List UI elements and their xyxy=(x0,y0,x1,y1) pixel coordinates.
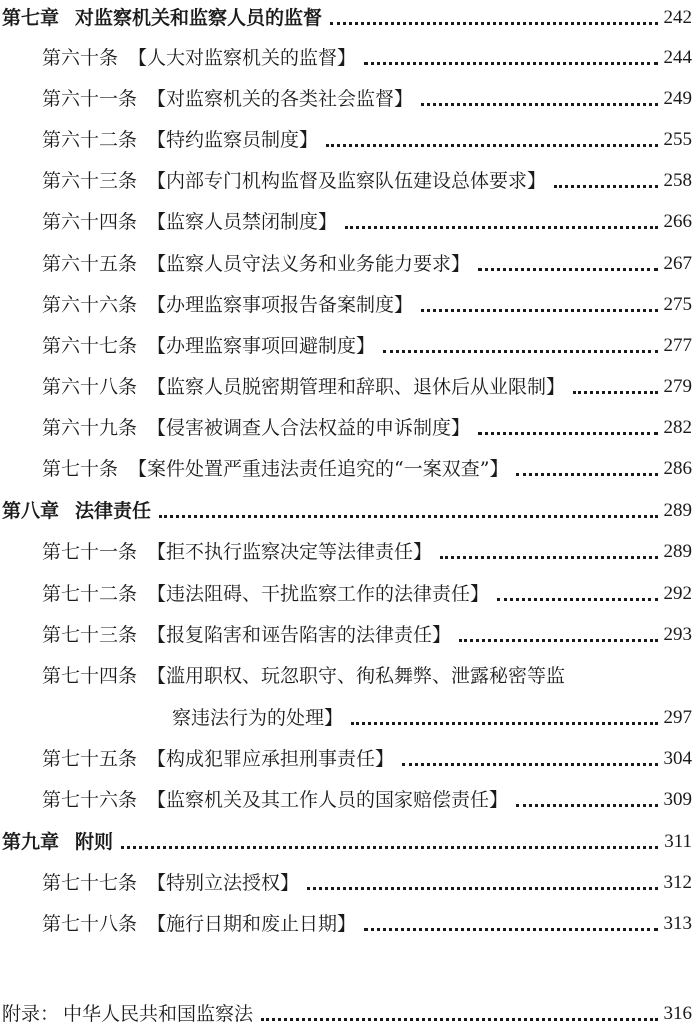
dot-leader xyxy=(478,268,657,271)
page-number: 312 xyxy=(663,872,692,893)
article-number: 第六十条 xyxy=(42,47,119,69)
article-title: 【办理监察事项回避制度】 xyxy=(147,335,376,357)
toc-label xyxy=(0,828,113,856)
appendix-title: 中华人民共和国监察法 xyxy=(63,1003,254,1025)
article-number: 第六十一条 xyxy=(42,88,138,110)
toc-label xyxy=(0,291,413,319)
page-number: 289 xyxy=(663,500,692,521)
toc-article-row[interactable] xyxy=(0,165,692,195)
dot-leader xyxy=(121,846,658,849)
article-number: 第七十四条 xyxy=(42,665,138,687)
toc-article-row[interactable] xyxy=(0,412,692,442)
dot-leader xyxy=(364,928,657,931)
article-number: 第七十二条 xyxy=(42,583,138,605)
article-number: 第六十四条 xyxy=(42,211,138,233)
toc-label xyxy=(0,373,565,401)
page-number: 266 xyxy=(663,211,692,232)
article-title: 【拒不执行监察决定等法律责任】 xyxy=(147,541,433,563)
article-title: 【人大对监察机关的监督】 xyxy=(128,47,357,69)
dot-leader xyxy=(351,722,657,725)
toc-article-row[interactable] xyxy=(0,908,692,938)
article-title: 【监察人员脱密期管理和辞职、退休后从业限制】 xyxy=(147,376,566,398)
toc-article-row[interactable] xyxy=(0,784,692,814)
article-number: 第七十一条 xyxy=(42,541,138,563)
page-number: 293 xyxy=(663,624,692,645)
article-number: 第七十三条 xyxy=(42,624,138,646)
toc-label xyxy=(0,1000,253,1028)
toc-label xyxy=(0,126,318,154)
toc-article-row[interactable] xyxy=(0,578,692,608)
page-number: 242 xyxy=(663,7,692,28)
article-title: 【施行日期和废止日期】 xyxy=(147,913,357,935)
toc-label xyxy=(0,662,565,690)
dot-leader xyxy=(421,309,657,312)
article-title: 【侵害被调查人合法权益的申诉制度】 xyxy=(147,417,471,439)
dot-leader xyxy=(261,1018,657,1021)
page-number: 316 xyxy=(663,1003,692,1024)
toc-label xyxy=(0,621,451,649)
dot-leader xyxy=(516,804,657,807)
toc-label xyxy=(0,786,508,814)
article-title: 【滥用职权、玩忽职守、徇私舞弊、泄露秘密等监 xyxy=(147,665,566,687)
toc-article-row[interactable] xyxy=(0,536,692,566)
dot-leader xyxy=(497,598,657,601)
article-title: 【监察机关及其工作人员的国家赔偿责任】 xyxy=(147,789,509,811)
page-number: 255 xyxy=(663,129,692,150)
toc-label xyxy=(0,414,470,442)
page-number: 309 xyxy=(663,789,692,810)
toc-chapter-row[interactable] xyxy=(0,495,692,525)
toc-label xyxy=(0,497,151,525)
dot-leader xyxy=(478,432,657,435)
toc-article-row[interactable] xyxy=(0,42,692,72)
page-number: 279 xyxy=(663,376,692,397)
toc-label xyxy=(0,745,394,773)
toc-article-row[interactable] xyxy=(0,330,692,360)
article-number: 第七十条 xyxy=(42,458,119,480)
chapter-title: 附则 xyxy=(75,831,114,853)
article-title: 【监察人员守法义务和业务能力要求】 xyxy=(147,253,471,275)
article-title: 【监察人员禁闭制度】 xyxy=(147,211,338,233)
chapter-number: 第八章 xyxy=(2,500,60,522)
page-number: 286 xyxy=(663,458,692,479)
article-number: 第六十五条 xyxy=(42,253,138,275)
toc-label xyxy=(0,869,299,897)
dot-leader xyxy=(345,226,657,229)
appendix-prefix: 附录： xyxy=(2,1003,60,1025)
toc-label xyxy=(0,208,337,236)
article-number: 第六十九条 xyxy=(42,417,138,439)
dot-leader xyxy=(402,763,657,766)
article-title: 【违法阻碍、干扰监察工作的法律责任】 xyxy=(147,583,490,605)
toc-label xyxy=(0,167,546,195)
article-title: 【案件处置严重违法责任追究的“一案双查”】 xyxy=(128,458,509,480)
article-title: 【特约监察员制度】 xyxy=(147,129,319,151)
dot-leader xyxy=(440,556,657,559)
page-number: 313 xyxy=(663,913,692,934)
dot-leader xyxy=(573,391,657,394)
toc-article-row[interactable] xyxy=(0,867,692,897)
toc-article-row-continuation[interactable] xyxy=(172,702,692,732)
article-number: 第六十六条 xyxy=(42,294,138,316)
page-number: 289 xyxy=(663,541,692,562)
toc-article-row[interactable] xyxy=(0,248,692,278)
dot-leader xyxy=(421,103,657,106)
toc-label xyxy=(0,455,508,483)
toc-label xyxy=(0,332,375,360)
chapter-title: 对监察机关和监察人员的监督 xyxy=(75,7,323,29)
toc-appendix-row[interactable] xyxy=(0,998,692,1028)
dot-leader xyxy=(330,22,657,25)
page-number: 311 xyxy=(664,831,692,852)
dot-leader xyxy=(383,350,657,353)
chapter-title: 法律责任 xyxy=(75,500,152,522)
toc-article-row[interactable] xyxy=(0,289,692,319)
article-title: 【特别立法授权】 xyxy=(147,872,300,894)
article-title: 【报复陷害和诬告陷害的法律责任】 xyxy=(147,624,452,646)
toc-label xyxy=(0,85,413,113)
toc-article-row[interactable] xyxy=(0,619,692,649)
dot-leader xyxy=(326,144,657,147)
article-number: 第七十五条 xyxy=(42,748,138,770)
article-title: 【对监察机关的各类社会监督】 xyxy=(147,88,414,110)
article-number: 第六十二条 xyxy=(42,129,138,151)
page-number: 297 xyxy=(663,707,692,728)
page-number: 258 xyxy=(663,170,692,191)
toc-label xyxy=(0,538,432,566)
article-title-continuation: 察违法行为的处理】 xyxy=(172,707,344,729)
page-number: 304 xyxy=(663,748,692,769)
toc-article-row[interactable] xyxy=(0,371,692,401)
toc-article-row[interactable] xyxy=(0,453,692,483)
toc-label xyxy=(0,4,322,32)
article-title: 【内部专门机构监督及监察队伍建设总体要求】 xyxy=(147,170,547,192)
toc-article-row[interactable] xyxy=(0,83,692,113)
dot-leader xyxy=(459,639,657,642)
dot-leader xyxy=(159,515,657,518)
page-number: 277 xyxy=(663,335,692,356)
page-number: 244 xyxy=(663,47,692,68)
article-title: 【办理监察事项报告备案制度】 xyxy=(147,294,414,316)
toc-article-row[interactable] xyxy=(0,206,692,236)
toc-article-row[interactable] xyxy=(0,743,692,773)
article-number: 第七十六条 xyxy=(42,789,138,811)
dot-leader xyxy=(307,887,657,890)
article-title: 【构成犯罪应承担刑事责任】 xyxy=(147,748,395,770)
chapter-number: 第九章 xyxy=(2,831,60,853)
toc-chapter-row[interactable] xyxy=(0,2,692,32)
article-number: 第七十七条 xyxy=(42,872,138,894)
page-number: 267 xyxy=(663,253,692,274)
page-number: 275 xyxy=(663,294,692,315)
toc-label xyxy=(0,250,470,278)
dot-leader xyxy=(364,62,657,65)
chapter-number: 第七章 xyxy=(2,7,60,29)
page-number: 249 xyxy=(663,88,692,109)
article-number: 第六十三条 xyxy=(42,170,138,192)
toc-label xyxy=(0,910,356,938)
article-number: 第六十八条 xyxy=(42,376,138,398)
article-number: 第六十七条 xyxy=(42,335,138,357)
toc-article-row[interactable] xyxy=(0,660,692,690)
page-number: 292 xyxy=(663,583,692,604)
toc-chapter-row[interactable] xyxy=(0,826,692,856)
toc-label xyxy=(0,580,489,608)
dot-leader xyxy=(516,473,657,476)
article-number: 第七十八条 xyxy=(42,913,138,935)
toc-article-row[interactable] xyxy=(0,124,692,154)
dot-leader xyxy=(554,185,657,188)
page-number: 282 xyxy=(663,417,692,438)
toc-label xyxy=(0,44,356,72)
